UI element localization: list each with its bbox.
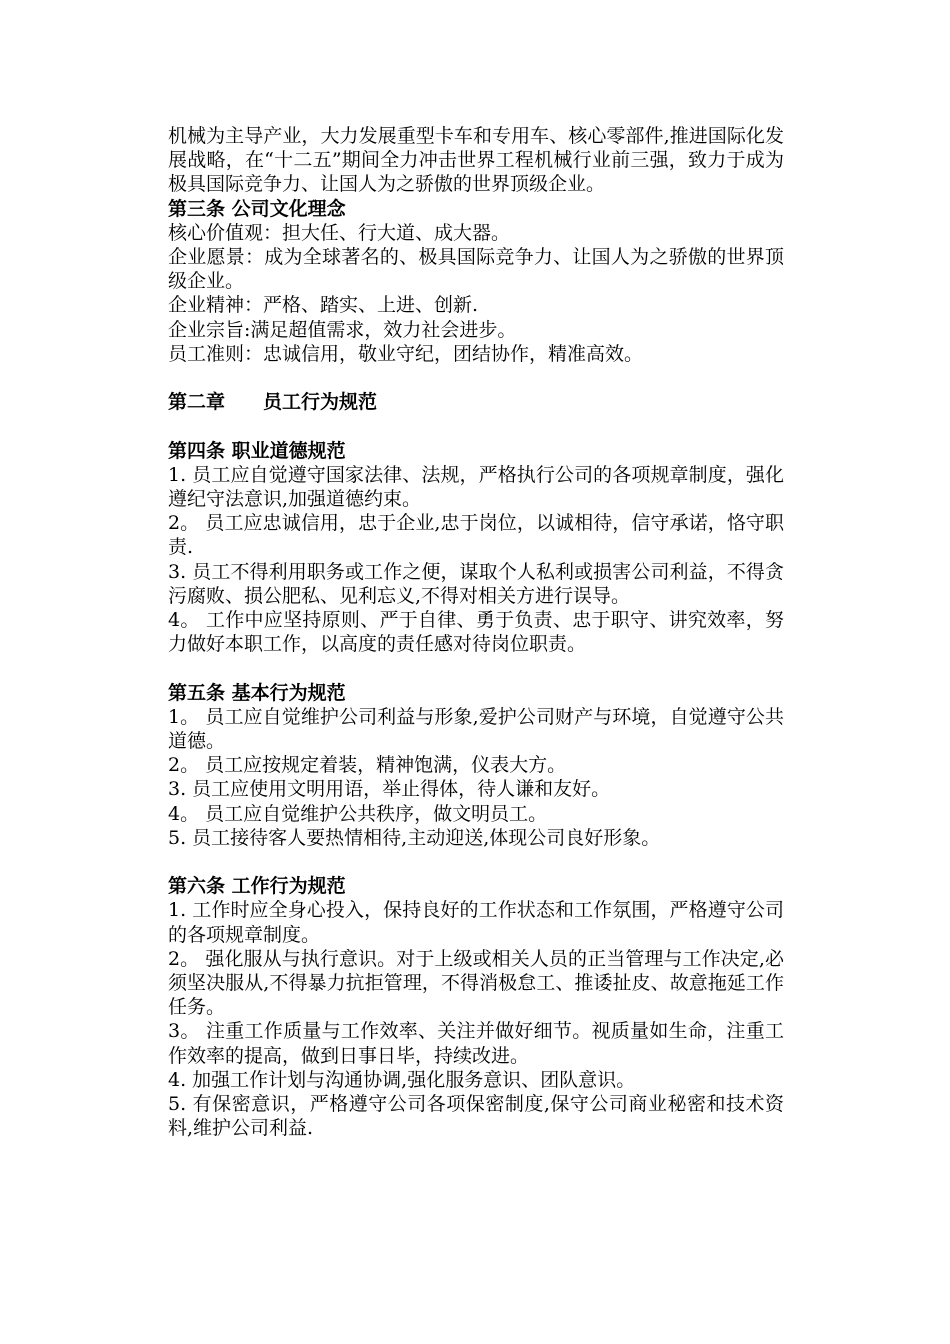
- spacer: [168, 414, 784, 438]
- article3-item: 企业精神：严格、踏实、上进、创新.: [168, 294, 479, 317]
- document-page: [168, 124, 784, 1140]
- article4-item: 4。 工作中应坚持原则、严于自律、勇于负责、忠于职守、讲究效率，努力做好本职工作，以高度的责任感对待岗位职责。: [168, 609, 784, 656]
- spacer: [168, 656, 784, 680]
- article4-item: 1. 员工应自觉遵守国家法律、法规，严格执行公司的各项规章制度，强化遵纪守法意识,加强道德约束。: [168, 463, 784, 511]
- article4-item: 3. 员工不得利用职务或工作之便，谋取个人私利或损害公司利益，不得贪污腐败、损公肥私、见利忘义,不得对相关方进行误导。: [168, 560, 784, 607]
- spacer: [168, 366, 784, 390]
- intro-paragraph: 机械为主导产业，大力发展重型卡车和专用车、核心零部件,推进国际化发展战略，在“十二五”期间全力冲击世界工程机械行业前三强，致力于成为极具国际竞争力、让国人为之骄傲的世界顶级企业。: [168, 125, 784, 196]
- article6-heading: 第六条 工作行为规范: [168, 875, 346, 898]
- article3-heading: 第三条 公司文化理念: [168, 197, 346, 220]
- article6-item: 1. 工作时应全身心投入，保持良好的工作状态和工作氛围，严格遵守公司的各项规章制度。: [168, 899, 784, 946]
- article6-item: 4. 加强工作计划与沟通协调,强化服务意识、团队意识。: [168, 1068, 636, 1091]
- article5-item: 5. 员工接待客人要热情相待,主动迎送,体现公司良好形象。: [168, 826, 661, 849]
- spacer: [168, 850, 784, 874]
- article5-item: 2。 员工应按规定着装，精神饱满，仪表大方。: [168, 754, 567, 777]
- article5-heading: 第五条 基本行为规范: [168, 681, 346, 704]
- chapter-title: [168, 390, 784, 414]
- article6-item: 5. 有保密意识，严格遵守公司各项保密制度,保守公司商业秘密和技术资料,维护公司利益.: [168, 1093, 784, 1140]
- article6-item: 2。 强化服从与执行意识。对于上级或相关人员的正当管理与工作决定,必须坚决服从,不得暴力抗拒管理，不得消极怠工、推诿扯皮、故意拖延工作任务。: [168, 947, 784, 1019]
- chapter-number: 第二章: [168, 391, 226, 414]
- article4-heading: 第四条 职业道德规范: [168, 439, 346, 462]
- article5-item: 1。 员工应自觉维护公司利益与形象,爱护公司财产与环境，自觉遵守公共道德。: [168, 705, 784, 753]
- article3-item: 企业宗旨:满足超值需求，效力社会进步。: [168, 318, 517, 341]
- article5-item: 4。 员工应自觉维护公共秩序，做文明员工。: [168, 802, 548, 825]
- article5-item: 3. 员工应使用文明用语，举止得体，待人谦和友好。: [168, 778, 611, 801]
- article3-item: 核心价值观：担大任、行大道、成大器。: [168, 221, 511, 244]
- article6-item: 3。 注重工作质量与工作效率、关注并做好细节。视质量如生命，注重工作效率的提高，做到日事日毕，持续改进。: [168, 1020, 784, 1067]
- chapter-name: 员工行为规范: [263, 391, 378, 414]
- article4-item: 2。 员工应忠诚信用，忠于企业,忠于岗位，以诚相待，信守承诺，恪守职责.: [168, 512, 784, 559]
- article3-item: 员工准则：忠诚信用，敬业守纪，团结协作，精准高效。: [168, 342, 644, 365]
- article3-item: 企业愿景：成为全球著名的、极具国际竞争力、让国人为之骄傲的世界顶级企业。: [168, 246, 784, 293]
